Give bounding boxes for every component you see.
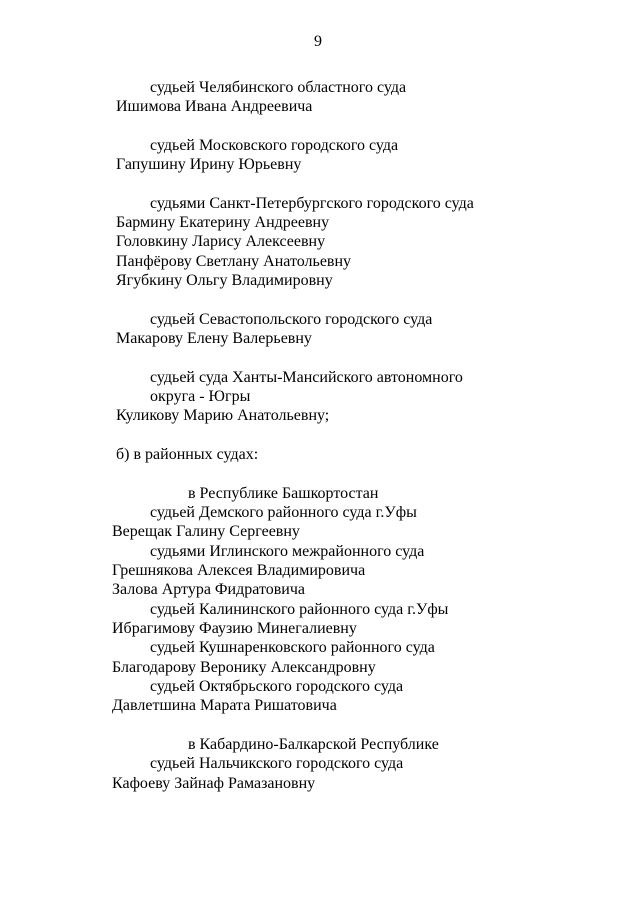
judge-name: Куликову Марию Анатольевну;: [116, 407, 330, 424]
court-heading: судьей Октябрьского городского суда: [150, 678, 404, 695]
court-heading: судьей суда Ханты-Мансийского автономного: [150, 369, 463, 386]
judge-name: Кафоеву Зайнаф Рамазановну: [112, 775, 316, 792]
section-heading: б) в районных судах:: [116, 446, 259, 463]
judge-name: Грешнякова Алексея Владимировича: [112, 562, 366, 579]
judge-name: Верещак Галину Сергеевну: [112, 523, 300, 540]
court-heading-continued: округа - Югры: [150, 388, 251, 405]
region-heading: в Республике Башкортостан: [188, 485, 379, 502]
judge-name: Залова Артура Фидратовича: [112, 581, 305, 598]
page-number: 9: [314, 33, 322, 50]
court-heading: судьей Челябинского областного суда: [150, 79, 407, 96]
judge-name: Ягубкину Ольгу Владимировну: [116, 272, 333, 289]
judge-name: Гапушину Ирину Юрьевну: [116, 156, 302, 173]
court-heading: судьей Кушнаренковского районного суда: [150, 639, 435, 656]
judge-name: Благодарову Веронику Александровну: [112, 659, 376, 676]
court-heading: судьями Санкт-Петербургского городского суда: [150, 195, 474, 212]
court-heading: судьей Нальчикского городского суда: [150, 755, 404, 772]
judge-name: Давлетшина Марата Ришатовича: [112, 697, 337, 714]
court-heading: судьей Севастопольского городского суда: [150, 311, 433, 328]
court-heading: судьей Московского городского суда: [150, 137, 399, 154]
judge-name: Ибрагимову Фаузию Минегалиевну: [112, 620, 357, 637]
judge-name: Бармину Екатерину Андреевну: [116, 214, 330, 231]
judge-name: Ишимова Ивана Андреевича: [116, 98, 313, 115]
court-heading: судьями Иглинского межрайонного суда: [150, 543, 425, 560]
judge-name: Макарову Елену Валерьевну: [116, 330, 312, 347]
judge-name: Головкину Ларису Алексеевну: [116, 233, 326, 250]
region-heading: в Кабардино-Балкарской Республике: [188, 736, 439, 753]
court-heading: судьей Демского районного суда г.Уфы: [150, 504, 417, 521]
judge-name: Панфёрову Светлану Анатольевну: [116, 253, 352, 270]
court-heading: судьей Калининского районного суда г.Уфы: [150, 601, 449, 618]
